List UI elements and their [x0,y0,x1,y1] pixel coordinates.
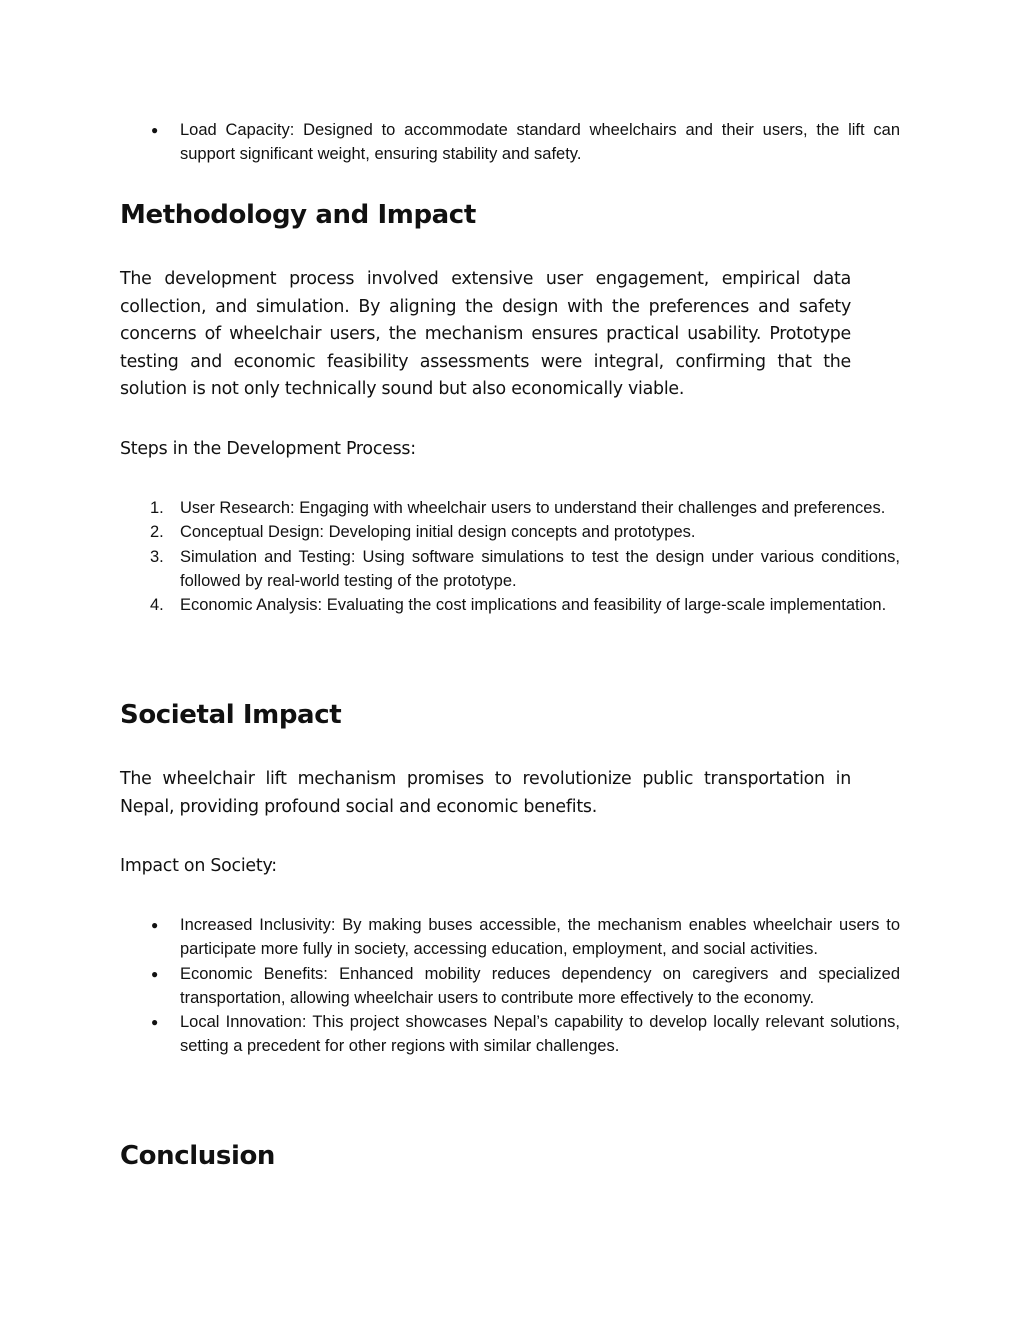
list-item-text: Economic Analysis: Evaluating the cost implications and feasibility of large-scale implementation. [180,596,887,615]
list-item-text: Local Innovation: This project showcases Nepal’s capability to develop locally relevant solutions, setting a precedent for other regions with similar challenges. [180,1013,900,1056]
list-number: 3. [150,547,164,566]
top-bullet-list [120,118,900,167]
list-item [120,962,900,1011]
methodology-heading: Methodology and Impact [120,200,476,230]
list-item-text: Conceptual Design: Developing initial design concepts and prototypes. [180,523,696,542]
impact-label: Impact on Society: [120,856,277,876]
conclusion-heading: Conclusion [120,1141,276,1171]
list-item-text: User Research: Engaging with wheelchair users to understand their challenges and preferences. [180,499,886,517]
list-number: 4. [150,596,164,615]
impact-list [120,913,900,1059]
steps-list [120,496,900,617]
methodology-paragraph: The development process involved extensive user engagement, empirical data collection, and simulation. By aligning the design with the preferences and safety concerns of wheelchair users, the mechanism ensures practical usability. Prototype testing and economic feasibility assessments were integral, confirming that the solution is not only technically sound but also economically viable. [120,269,851,400]
steps-label: Steps in the Development Process: [120,439,416,459]
list-item-text: Increased Inclusivity: By making buses accessible, the mechanism enables wheelchair users to participate more fully in society, accessing education, employment, and social activities. [180,916,900,959]
list-item [120,545,900,594]
societal-paragraph: The wheelchair lift mechanism promises to revolutionize public transportation in Nepal, providing profound social and economic benefits. [120,769,851,817]
list-item [120,593,900,617]
list-number: 1. [150,499,164,517]
list-item [120,520,900,544]
list-item [120,1010,900,1059]
list-item-text: Load Capacity: Designed to accommodate standard wheelchairs and their users, the lift can support significant weight, ensuring stability and safety. [180,121,900,164]
list-item-text: Economic Benefits: Enhanced mobility reduces dependency on caregivers and specialized transportation, allowing wheelchair users to contribute more effectively to the economy. [180,964,900,1007]
list-number: 2. [150,523,164,542]
list-item-text: Simulation and Testing: Using software simulations to test the design under various conditions, followed by real-world testing of the prototype. [180,547,900,590]
list-item [120,913,900,962]
list-item [120,496,900,520]
list-item [120,118,900,167]
societal-heading: Societal Impact [120,700,342,730]
